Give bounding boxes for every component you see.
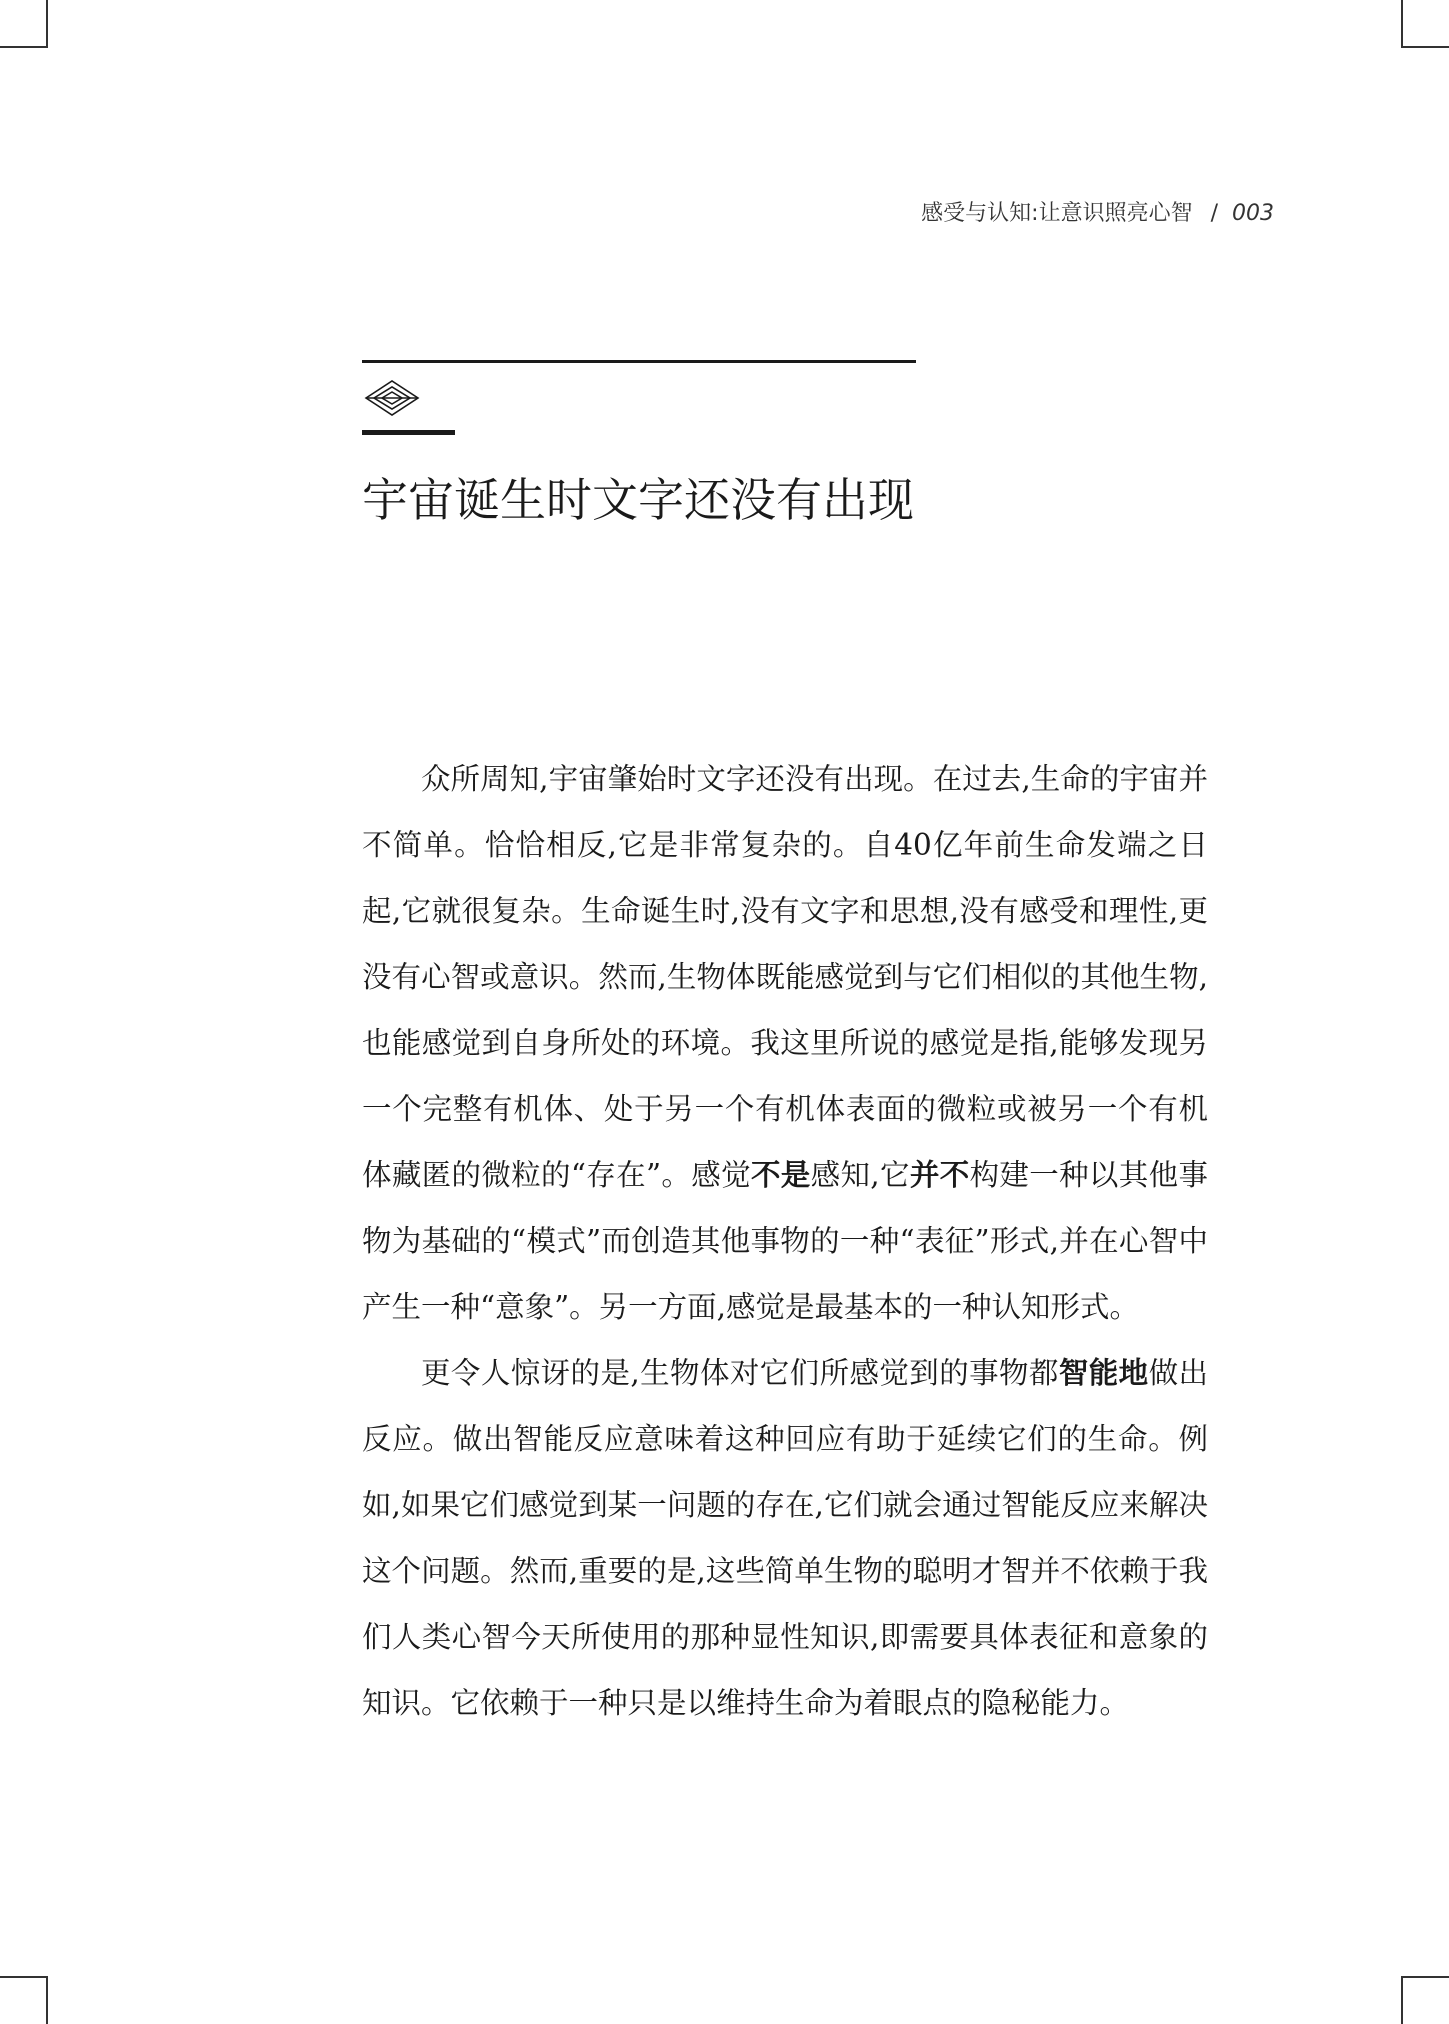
section-title: 宇宙诞生时文字还没有出现 (362, 473, 914, 527)
paragraph (362, 1340, 1208, 1736)
text-run: 构建一种以其他事物为基础的“模式”而创造其他事物的一种“表征”形式,并在心智中产生一种“意象”。另一方面,感觉是最基本的一种认知形式。 (362, 1158, 1208, 1324)
crop-mark-top-left (0, 0, 48, 48)
text-run: 做出反应。做出智能反应意味着这种回应有助于延续它们的生命。例如,如果它们感觉到某一问题的存在,它们就会通过智能反应来解决这个问题。然而,重要的是,这些简单生物的聪明才智并不依赖于我们人类心智今天所使用的那种显性知识,即需要具体表征和意象的知识。它依赖于一种只是以维持生命为着眼点的隐秘能力。 (362, 1356, 1208, 1720)
emphasis-text: 不是 (750, 1158, 811, 1192)
running-header-separator: / (1210, 201, 1218, 226)
running-header (921, 196, 1274, 227)
diamond-ornament-icon (364, 378, 420, 418)
text-run: 更令人惊讶的是,生物体对它们所感觉到的事物都 (421, 1356, 1059, 1390)
emphasis-text: 智能地 (1058, 1356, 1149, 1390)
text-run: 感知,它 (810, 1158, 910, 1192)
running-header-title: 感受与认知:让意识照亮心智 (921, 201, 1193, 226)
paragraph (362, 746, 1208, 1340)
body-text (362, 746, 1208, 1736)
text-run: 众所周知,宇宙肇始时文字还没有出现。在过去,生命的宇宙并不简单。恰恰相反,它是非常复杂的。自40亿年前生命发端之日起,它就很复杂。生命诞生时,没有文字和思想,没有感受和理性,更没有心智或意识。然而,生物体既能感觉到与它们相似的其他生物,也能感觉到自身所处的环境。我这里所说的感觉是指,能够发现另一个完整有机体、处于另一个有机体表面的微粒或被另一个有机体藏匿的微粒的“存在”。感觉 (362, 762, 1208, 1192)
title-accent-rule (362, 430, 455, 435)
emphasis-text: 并不 (909, 1158, 970, 1192)
title-top-rule (362, 360, 916, 363)
page-number: 003 (1232, 201, 1274, 226)
crop-mark-bottom-right (1401, 1976, 1449, 2024)
crop-mark-bottom-left (0, 1976, 48, 2024)
crop-mark-top-right (1401, 0, 1449, 48)
